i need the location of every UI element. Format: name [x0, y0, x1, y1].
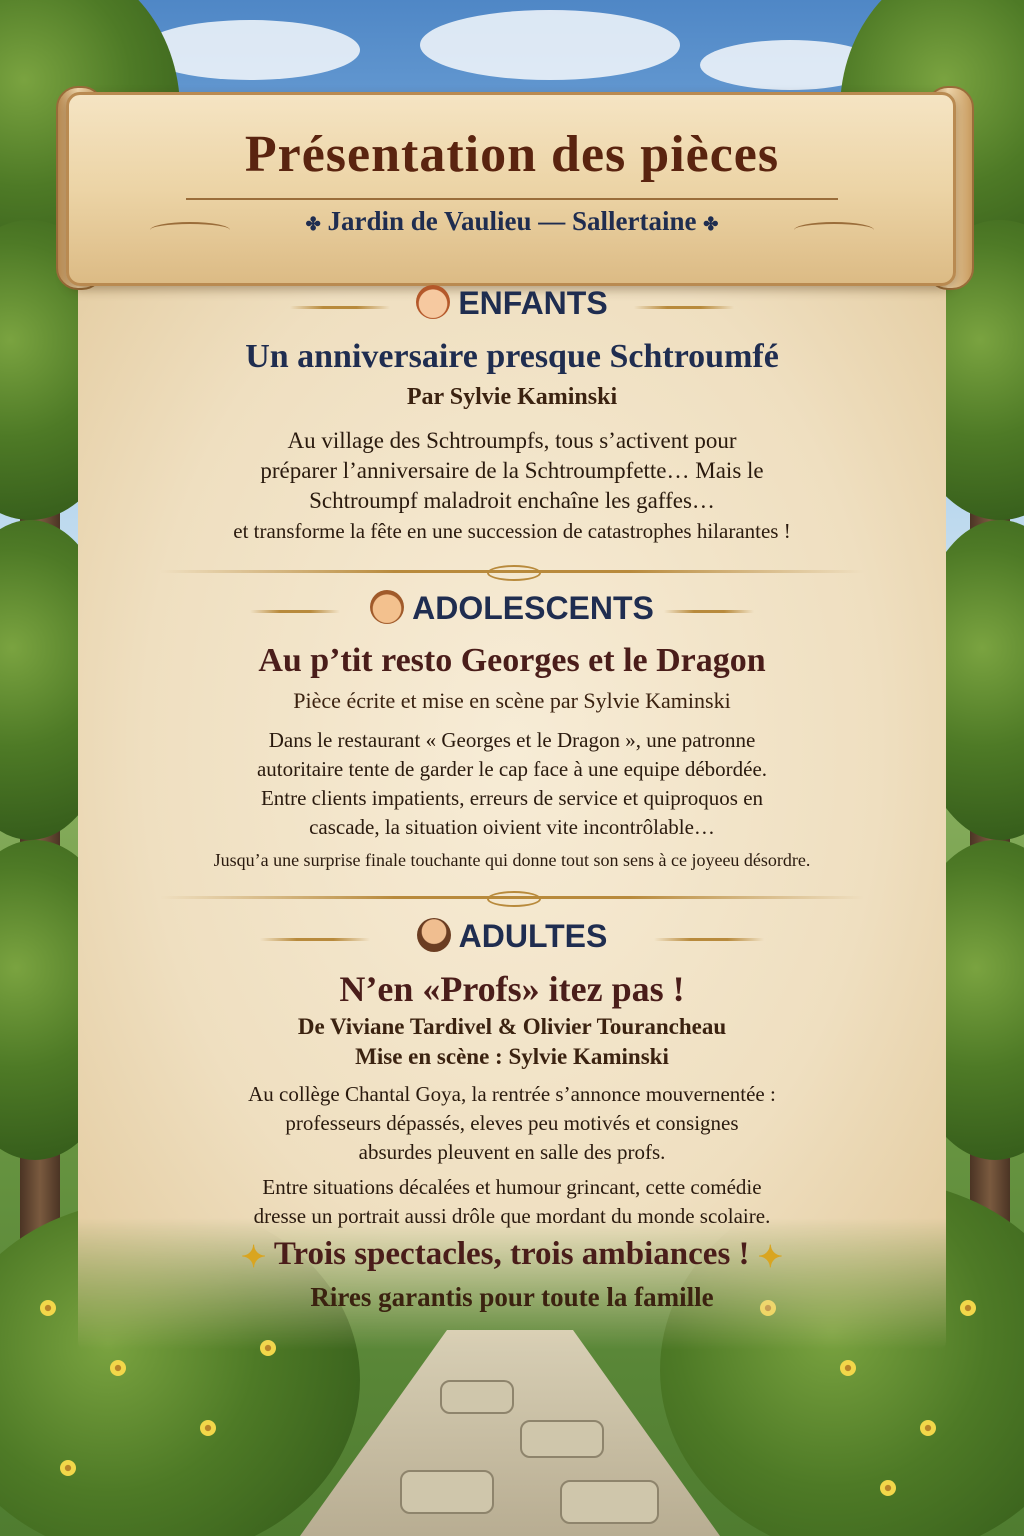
description-line: professeurs dépassés, eleves peu motivés et consignes	[285, 1111, 739, 1135]
closing-headline	[0, 1236, 1024, 1275]
path-stone	[400, 1470, 494, 1514]
play-description	[0, 426, 1024, 546]
description-line: absurdes pleuvent en salle des profs.	[358, 1140, 666, 1164]
girl-face-icon	[416, 285, 450, 319]
sparkle-icon: ✦	[757, 1241, 783, 1274]
subtitle-mark: ✤	[305, 214, 321, 234]
bearded-man-face-icon	[417, 918, 451, 952]
play-title: Un anniversaire presque Schtroumfé	[245, 338, 779, 375]
description-line: autoritaire tente de garder le cap face à une equipe débordée.	[256, 757, 768, 781]
yellow-flower	[840, 1360, 856, 1376]
description-line: dresse un portrait aussi drôle que mordant du monde scolaire.	[253, 1204, 771, 1228]
section-label: ADOLESCENTS	[412, 590, 654, 626]
subtitle-mark: ✤	[703, 214, 719, 234]
path-stone	[440, 1380, 514, 1414]
closing-headline-text: Trois spectacles, trois ambiances !	[273, 1236, 750, 1272]
yellow-flower	[920, 1420, 936, 1436]
venue-subtitle	[0, 206, 1024, 237]
yellow-flower	[60, 1460, 76, 1476]
divider-ornament	[487, 891, 541, 907]
section-heading-adolescents	[0, 590, 1024, 627]
play-credit: Mise en scène : Sylvie Kaminski	[355, 1044, 669, 1069]
yellow-flower	[200, 1420, 216, 1436]
teen-face-icon	[370, 590, 404, 624]
description-line: Entre situations décalées et humour grincant, cette comédie	[262, 1175, 762, 1199]
description-line: Dans le restaurant « Georges et le Dragon », une patronne	[268, 728, 756, 752]
section-label: ENFANTS	[458, 285, 608, 321]
description-line: Au collège Chantal Goya, la rentrée s’annonce mouvernentée :	[248, 1082, 776, 1106]
description-line: et transforme la fête en une succession de catastrophes hilarantes !	[233, 519, 791, 543]
section-heading-enfants	[0, 285, 1024, 322]
play-credit: De Viviane Tardivel & Olivier Tourancheau	[297, 1014, 727, 1039]
play-title: Au p’tit resto Georges et le Dragon	[258, 642, 766, 679]
cloud	[420, 10, 680, 80]
divider-ornament	[487, 565, 541, 581]
play-credit: Par Sylvie Kaminski	[406, 384, 618, 410]
play-title: N’en «Profs» itez pas !	[339, 969, 685, 1009]
section-heading-adultes	[0, 918, 1024, 955]
play-description	[0, 1080, 1024, 1231]
yellow-flower	[110, 1360, 126, 1376]
path-stone	[560, 1480, 659, 1524]
title-divider	[186, 198, 838, 200]
page-title: Présentation des pièces	[244, 126, 780, 183]
title-scroll-banner	[66, 92, 956, 286]
venue-text: Jardin de Vaulieu — Sallertaine	[327, 206, 697, 236]
description-line: Entre clients impatients, erreurs de service et quiproquos en	[260, 786, 764, 810]
play-description	[0, 726, 1024, 875]
description-line: Schtroumpf maladroit enchaîne les gaffes…	[309, 488, 715, 513]
description-line: Jusqu’a une surprise finale touchante qui donne tout son sens à ce joyeeu désordre.	[213, 850, 811, 870]
description-line: préparer l’anniversaire de la Schtroumpfette… Mais le	[260, 458, 764, 483]
section-label: ADULTES	[458, 918, 608, 954]
sparkle-icon: ✦	[241, 1241, 267, 1274]
path-stone	[520, 1420, 604, 1458]
yellow-flower	[880, 1480, 896, 1496]
description-line: Au village des Schtroumpfs, tous s’activent pour	[287, 428, 737, 453]
play-credit: Pièce écrite et mise en scène par Sylvie Kaminski	[293, 688, 731, 713]
closing-tagline: Rires garantis pour toute la famille	[310, 1282, 714, 1312]
description-line: cascade, la situation oivient vite incontrôlable…	[309, 815, 715, 839]
